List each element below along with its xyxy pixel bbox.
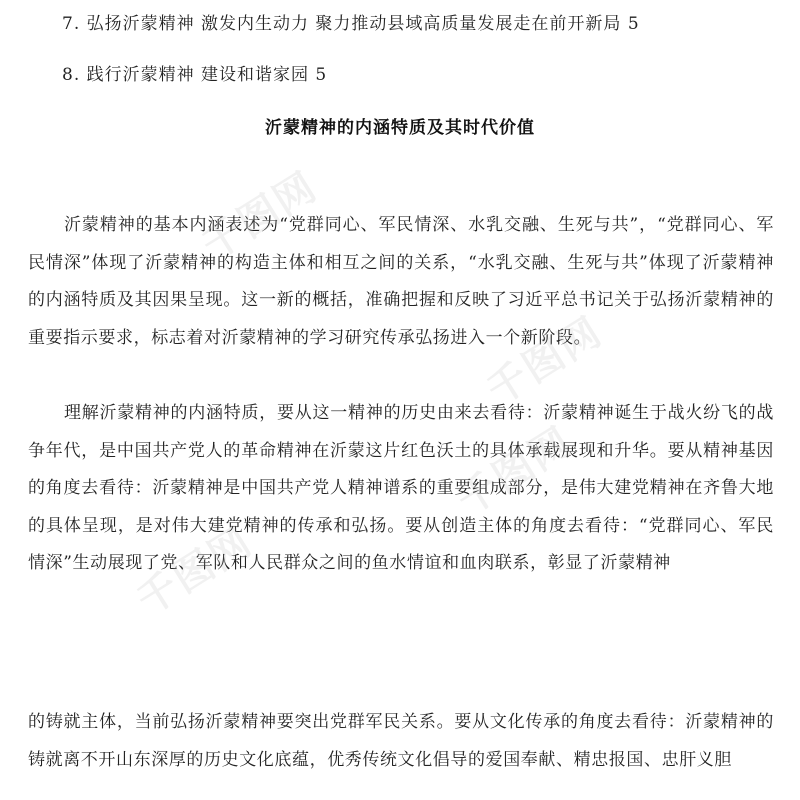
paragraph-understanding: 理解沂蒙精神的内涵特质，要从这一精神的历史由来去看待：沂蒙精神诞生于战火纷飞的战争年代，是中国共产党人的革命精神在沂蒙这片红色沃土的具体承载展现和升华。要从精神基因的角度去看待：沂蒙精神是中国共产党人精神谱系的重要组成部分，是伟大建党精神在齐鲁大地的具体呈现，是对伟大建党精神的传承和弘扬。要从创造主体的角度去看待：“党群同心、军民情深”生动展现了党、军队和人民群众之间的鱼水情谊和血肉联系，彰显了沂蒙精神 [28, 403, 774, 573]
watermark-logo: 千图网 [449, 418, 581, 525]
toc-item-8[interactable]: 8. 践行沂蒙精神 建设和谐家园 5 [62, 65, 328, 85]
paragraph-continued: 的铸就主体，当前弘扬沂蒙精神要突出党群军民关系。要从文化传承的角度去看待：沂蒙精神的铸就离不开山东深厚的历史文化底蕴，优秀传统文化倡导的爱国奉献、精忠报国、忠肝义胆 [28, 712, 774, 770]
toc-item-7[interactable]: 7. 弘扬沂蒙精神 激发内生动力 聚力推动县域高质量发展走在前开新局 5 [62, 14, 640, 34]
paragraph-intro: 沂蒙精神的基本内涵表述为“党群同心、军民情深、水乳交融、生死与共”，“党群同心、军民情深”体现了沂蒙精神的构造主体和相互之间的关系，“水乳交融、生死与共”体现了沂蒙精神的内涵特质及其因果呈现。这一新的概括，准确把握和反映了习近平总书记关于弘扬沂蒙精神的重要指示要求，标志着对沂蒙精神的学习研究传承弘扬进入一个新阶段。 [28, 215, 774, 348]
section-title: 沂蒙精神的内涵特质及其时代价值 [265, 118, 535, 138]
watermark-logo: 千图网 [194, 163, 326, 270]
watermark-logo: 千图网 [129, 518, 261, 625]
watermark-logo: 千图网 [479, 308, 611, 415]
